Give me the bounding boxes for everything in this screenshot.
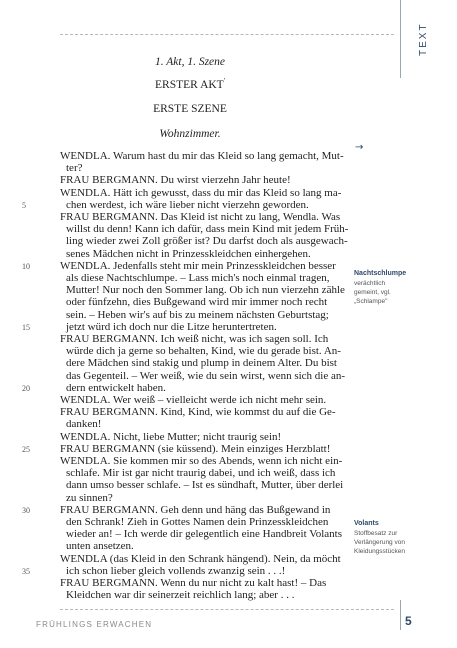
margin-note-term: Volants xyxy=(354,520,379,527)
line-number: 5 xyxy=(22,200,26,210)
text-line: wieder an! – Ich werde dir gelegentlich eine Handbreit Volants xyxy=(66,528,343,541)
text-line: WENDLA. Sie kommen mir so des Abends, wenn ich nicht ein- xyxy=(60,455,343,467)
top-divider xyxy=(60,34,394,35)
line-number: 25 xyxy=(22,444,30,454)
text-line: FRAU BERGMANN. Ich weiß nicht, was ich sagen soll. Ich xyxy=(60,333,329,345)
arrow-right-icon: → xyxy=(355,142,364,153)
act-title xyxy=(40,77,340,91)
line-number: 30 xyxy=(22,505,30,515)
page-number: 5 xyxy=(405,614,412,628)
bottom-divider xyxy=(60,609,394,610)
text-line: das Gegenteil. – Wer weiß, wie du sein wirst, wenn sich die an- xyxy=(66,369,346,382)
text-line: Mutter! Nur noch den Sommer lang. Ob ich nun vierzehn zähle xyxy=(66,284,345,297)
text-line: WENDLA. Nicht, liebe Mutter; nicht traurig sein! xyxy=(60,430,282,443)
text-line: FRAU BERGMANN (sie küssend). Mein einziges Herzblatt! xyxy=(60,442,331,455)
act-title-text: ERSTER AKT xyxy=(155,78,224,91)
text-line: ling wieder zwei Zoll größer ist? Du darfst doch als ausgewach- xyxy=(66,235,348,248)
text-line: zu sinnen? xyxy=(66,491,113,504)
text-line: unten ansetzen. xyxy=(66,540,134,553)
margin-note-text: verächtlich xyxy=(354,280,386,287)
text-line: WENDLA (das Kleid in den Schrank hängend). Nein, da möcht xyxy=(60,552,341,565)
text-line: WENDLA. Jedenfalls steht mir mein Prinzesskleidchen besser xyxy=(60,259,336,272)
text-line: dere Mädchen sind stakig und plump in deinem Alter. Du bist xyxy=(66,357,337,370)
margin-note-text: Verlängerung von xyxy=(354,539,405,546)
text-line: ich schon lieber gleich vollends zwanzig sein . . .! xyxy=(66,564,286,577)
text-line: würde dich ja gerne so behalten, Kind, wie du gerade bist. An- xyxy=(66,345,341,358)
text-line: FRAU BERGMANN. Das Kleid ist nicht zu lang, Wendla. Was xyxy=(60,211,341,223)
text-line: ter? xyxy=(66,162,83,175)
scene-reference: 1. Akt, 1. Szene xyxy=(154,56,226,68)
side-tab-label: TEXT xyxy=(418,22,429,56)
scene-setting: Wohnzimmer. xyxy=(159,128,221,140)
margin-note-text: Stoffbesatz zur xyxy=(354,530,398,537)
text-line: danken! xyxy=(66,418,102,431)
scene-title: ERSTE SZENE xyxy=(153,103,227,115)
act-title-mark: ' xyxy=(223,77,225,85)
text-line: dann umso besser schlafe. – Ist es sündhaft, Mutter, über derlei xyxy=(66,479,344,492)
text-line: WENDLA. Wer weiß – vielleicht werde ich nicht mehr sein. xyxy=(60,394,327,406)
text-line: dern entwickelt haben. xyxy=(66,381,166,394)
line-number: 10 xyxy=(22,261,30,271)
book-title-footer: FRÜHLINGS ERWACHEN xyxy=(36,620,153,629)
margin-note-text: „Schlampe" xyxy=(354,298,388,305)
side-tab-rule xyxy=(400,0,401,78)
text-line: willst du denn! Kann ich dafür, dass mein Kind mit jedem Früh- xyxy=(66,223,349,236)
line-number: 20 xyxy=(22,383,30,393)
text-line: FRAU BERGMANN. Wenn du nur nicht zu kalt hast! – Das xyxy=(60,577,327,589)
text-line: WENDLA. Warum hast du mir das Kleid so lang gemacht, Mut- xyxy=(60,150,344,162)
text-line: FRAU BERGMANN. Geh denn und häng das Bußgewand in xyxy=(60,503,331,516)
line-number: 15 xyxy=(22,322,30,332)
text-line: Kleidchen war dir seinerzeit reichlich lang; aber . . . xyxy=(66,589,295,602)
text-line: senes Mädchen nicht in Prinzesskleidchen einhergehen. xyxy=(66,247,311,260)
margin-note-text: gemeint, vgl. xyxy=(354,289,391,296)
text-line: jetzt würd ich doch nur die Litze heruntertreten. xyxy=(66,320,277,333)
margin-note-text: Kleidungsstücken xyxy=(354,548,405,555)
text-line: FRAU BERGMANN. Du wirst vierzehn Jahr heute! xyxy=(60,174,291,187)
text-line: sein. – Heben wir's auf bis zu meinem nächsten Geburtstag; xyxy=(66,308,329,321)
text-line: schlafe. Mir ist gar nicht traurig dabei, und ich weiß, dass ich xyxy=(66,467,336,480)
side-tab-rule-bottom xyxy=(400,600,401,630)
margin-note-term: Nachtschlumpe xyxy=(354,270,407,277)
line-number: 35 xyxy=(22,566,30,576)
text-line: WENDLA. Hätt ich gewusst, dass du mir das Kleid so lang ma- xyxy=(60,186,342,199)
text-line: als diese Nachtschlumpe. – Lass mich's noch einmal tragen, xyxy=(66,272,330,284)
text-line: chen werdest, ich wäre lieber nicht vierzehn geworden. xyxy=(66,198,309,211)
text-line: FRAU BERGMANN. Kind, Kind, wie kommst du auf die Ge- xyxy=(60,406,336,419)
text-line: den Schrank! Zieh in Gottes Namen dein Prinzesskleidchen xyxy=(66,516,329,528)
text-line: oder fünfzehn, dies Bußgewand wird mir immer noch recht xyxy=(66,296,328,309)
